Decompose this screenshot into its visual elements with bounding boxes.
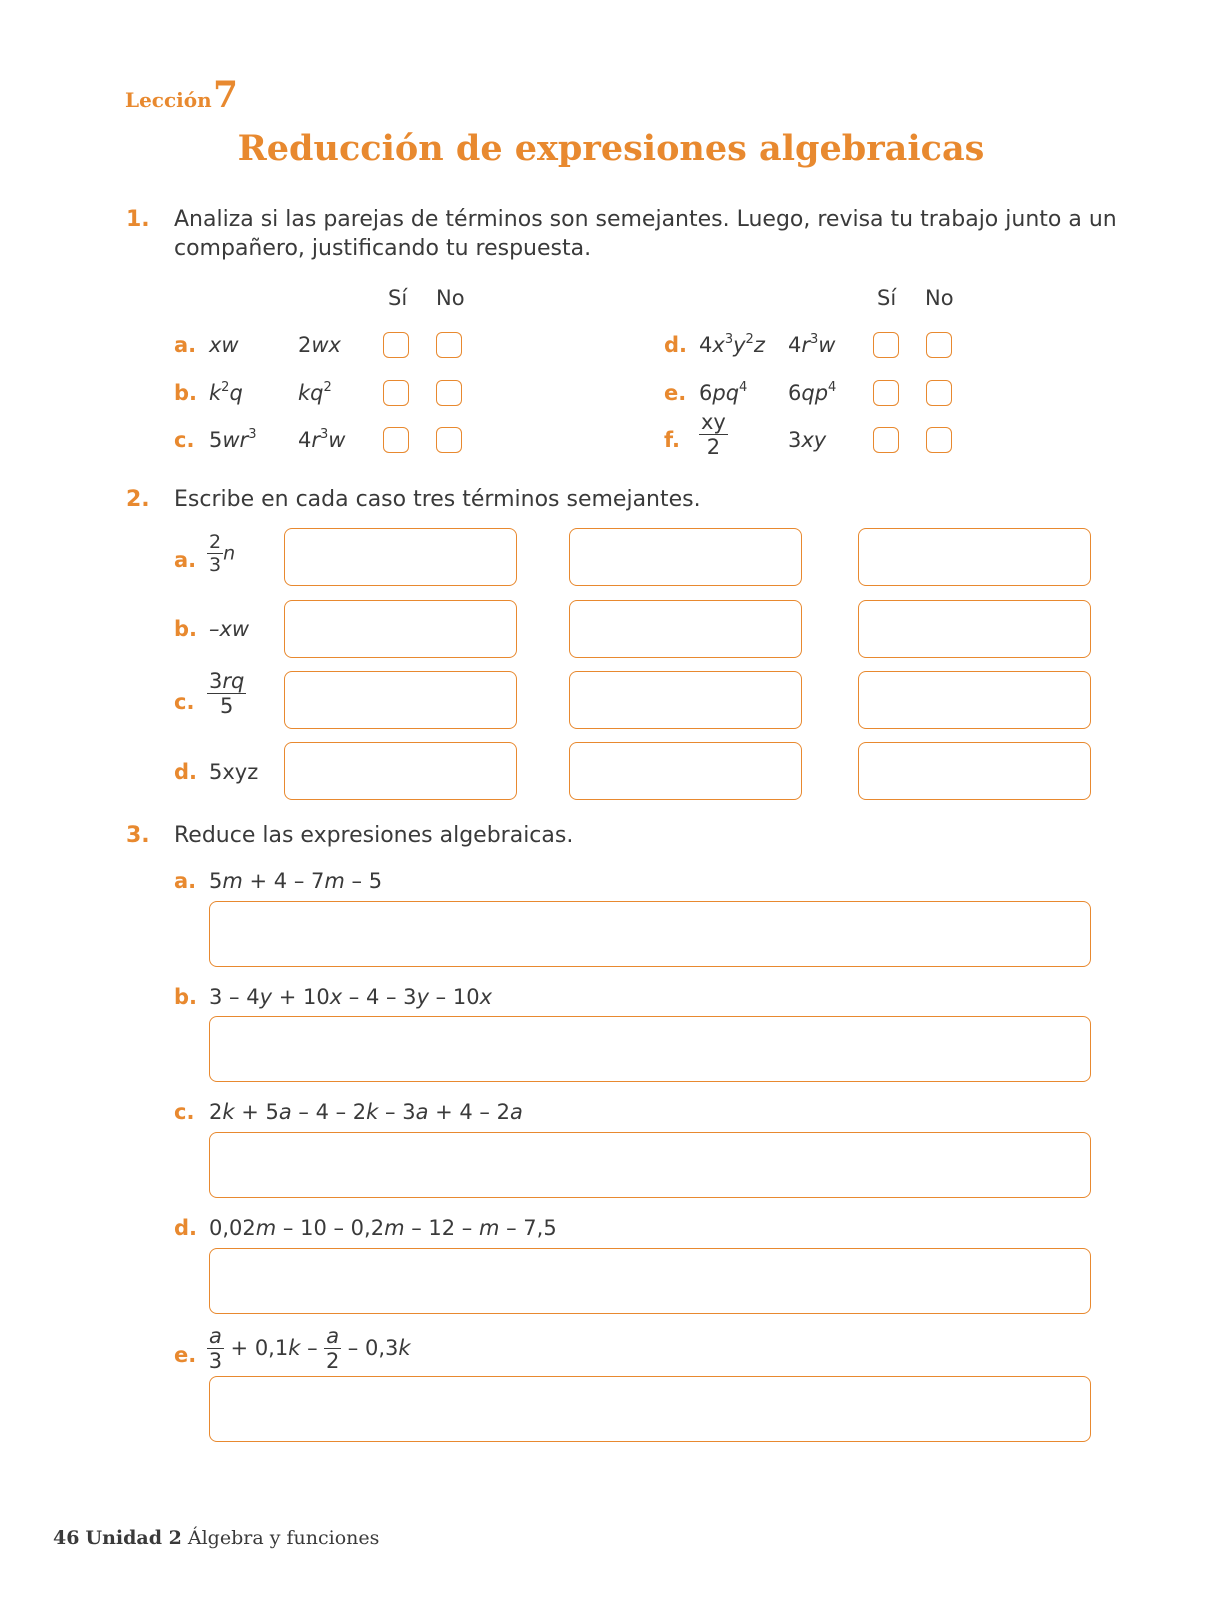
q1-b-term2: $kq^2$ bbox=[298, 380, 332, 405]
q3-d-answer[interactable] bbox=[209, 1248, 1091, 1314]
q1-item-f-letter: f. bbox=[664, 428, 680, 452]
lesson-label: Lección bbox=[125, 88, 212, 112]
q2-b-answer-2[interactable] bbox=[569, 600, 802, 658]
page-number: 46 bbox=[53, 1527, 80, 1549]
q2-d-answer-3[interactable] bbox=[858, 742, 1091, 800]
q1-a-term2: 2wx bbox=[298, 333, 341, 357]
q1-b-no-checkbox[interactable] bbox=[436, 380, 462, 406]
unit-label: Unidad 2 bbox=[85, 1527, 182, 1549]
q1-c-term2: $4r^3w$ bbox=[298, 427, 346, 452]
q2-d-answer-2[interactable] bbox=[569, 742, 802, 800]
question-1-text-line2: compañero, justificando tu respuesta. bbox=[174, 236, 592, 261]
q1-e-no-checkbox[interactable] bbox=[926, 380, 952, 406]
q1-item-a-letter: a. bbox=[174, 333, 197, 357]
lesson-number: 7 bbox=[213, 74, 239, 116]
q2-a-term: $\frac{2}{3}$ n bbox=[209, 531, 236, 576]
q1-d-term1: $4x^3y^2z$ bbox=[699, 332, 765, 357]
q1-item-c-letter: c. bbox=[174, 428, 195, 452]
q3-a-expression: 5m + 4 – 7m – 5 bbox=[209, 869, 383, 893]
q1-f-term2: 3xy bbox=[788, 428, 827, 452]
q1-c-yes-checkbox[interactable] bbox=[383, 427, 409, 453]
q3-item-d-letter: d. bbox=[174, 1216, 198, 1240]
q1-e-term2: $6qp^4$ bbox=[788, 380, 837, 405]
q3-e-expression: $\frac{a}{3}$ + 0,1k – $\frac{a}{2}$ – 0,3k bbox=[208, 1324, 411, 1373]
q2-c-answer-3[interactable] bbox=[858, 671, 1091, 729]
q3-c-answer[interactable] bbox=[209, 1132, 1091, 1198]
q2-b-answer-1[interactable] bbox=[284, 600, 517, 658]
q2-c-answer-2[interactable] bbox=[569, 671, 802, 729]
q1-e-yes-checkbox[interactable] bbox=[873, 380, 899, 406]
question-2-number: 2. bbox=[126, 487, 150, 512]
q3-item-c-letter: c. bbox=[174, 1100, 195, 1124]
q2-item-d-letter: d. bbox=[174, 760, 198, 784]
q2-a-answer-1[interactable] bbox=[284, 528, 517, 586]
q1-d-no-checkbox[interactable] bbox=[926, 332, 952, 358]
q3-item-a-letter: a. bbox=[174, 869, 197, 893]
q1-a-term1: xw bbox=[209, 333, 239, 357]
question-3-text: Reduce las expresiones algebraicas. bbox=[174, 823, 574, 848]
q2-item-a-letter: a. bbox=[174, 548, 197, 572]
question-1-number: 1. bbox=[126, 207, 150, 232]
q3-item-e-letter: e. bbox=[174, 1343, 197, 1367]
q1-c-no-checkbox[interactable] bbox=[436, 427, 462, 453]
q1-f-yes-checkbox[interactable] bbox=[873, 427, 899, 453]
q1-item-b-letter: b. bbox=[174, 381, 198, 405]
q2-b-answer-3[interactable] bbox=[858, 600, 1091, 658]
q1-a-no-checkbox[interactable] bbox=[436, 332, 462, 358]
q1-e-term1: $6pq^4$ bbox=[699, 380, 748, 405]
page-footer bbox=[53, 1527, 379, 1549]
q2-d-term: 5xyz bbox=[209, 760, 259, 784]
q2-a-answer-3[interactable] bbox=[858, 528, 1091, 586]
no-column-header-right: No bbox=[925, 286, 954, 310]
q1-b-term1: $k^2q$ bbox=[209, 380, 243, 405]
q3-a-answer[interactable] bbox=[209, 901, 1091, 967]
yes-column-header-left: Sí bbox=[388, 286, 408, 310]
q3-b-answer[interactable] bbox=[209, 1016, 1091, 1082]
question-2-text: Escribe en cada caso tres términos semejantes. bbox=[174, 487, 701, 512]
q1-d-yes-checkbox[interactable] bbox=[873, 332, 899, 358]
question-1-text-line1: Analiza si las parejas de términos son semejantes. Luego, revisa tu trabajo junto a un bbox=[174, 207, 1117, 232]
q2-c-answer-1[interactable] bbox=[284, 671, 517, 729]
q2-b-term: –xw bbox=[209, 617, 250, 641]
q3-d-expression: 0,02m – 10 – 0,2m – 12 – m – 7,5 bbox=[209, 1216, 557, 1240]
q2-d-answer-1[interactable] bbox=[284, 742, 517, 800]
q1-d-term2: $4r^3w$ bbox=[788, 332, 836, 357]
q2-a-answer-2[interactable] bbox=[569, 528, 802, 586]
q1-c-term1: $5wr^3$ bbox=[209, 427, 257, 452]
q1-item-e-letter: e. bbox=[664, 381, 687, 405]
unit-topic: Álgebra y funciones bbox=[187, 1527, 380, 1549]
yes-column-header-right: Sí bbox=[877, 286, 897, 310]
no-column-header-left: No bbox=[436, 286, 465, 310]
q2-item-c-letter: c. bbox=[174, 690, 195, 714]
q2-item-b-letter: b. bbox=[174, 617, 198, 641]
q2-c-term: $\frac{3rq}{5}$ bbox=[209, 669, 245, 718]
q3-c-expression: 2k + 5a – 4 – 2k – 3a + 4 – 2a bbox=[209, 1100, 523, 1124]
q3-item-b-letter: b. bbox=[174, 985, 198, 1009]
q3-e-answer[interactable] bbox=[209, 1376, 1091, 1442]
q3-b-expression: 3 – 4y + 10x – 4 – 3y – 10x bbox=[209, 985, 493, 1009]
q1-f-term1: $\frac{xy}{2}$ bbox=[701, 410, 726, 459]
q1-b-yes-checkbox[interactable] bbox=[383, 380, 409, 406]
question-3-number: 3. bbox=[126, 823, 150, 848]
q1-a-yes-checkbox[interactable] bbox=[383, 332, 409, 358]
page-title: Reducción de expresiones algebraicas bbox=[237, 128, 985, 169]
q1-f-no-checkbox[interactable] bbox=[926, 427, 952, 453]
q1-item-d-letter: d. bbox=[664, 333, 688, 357]
